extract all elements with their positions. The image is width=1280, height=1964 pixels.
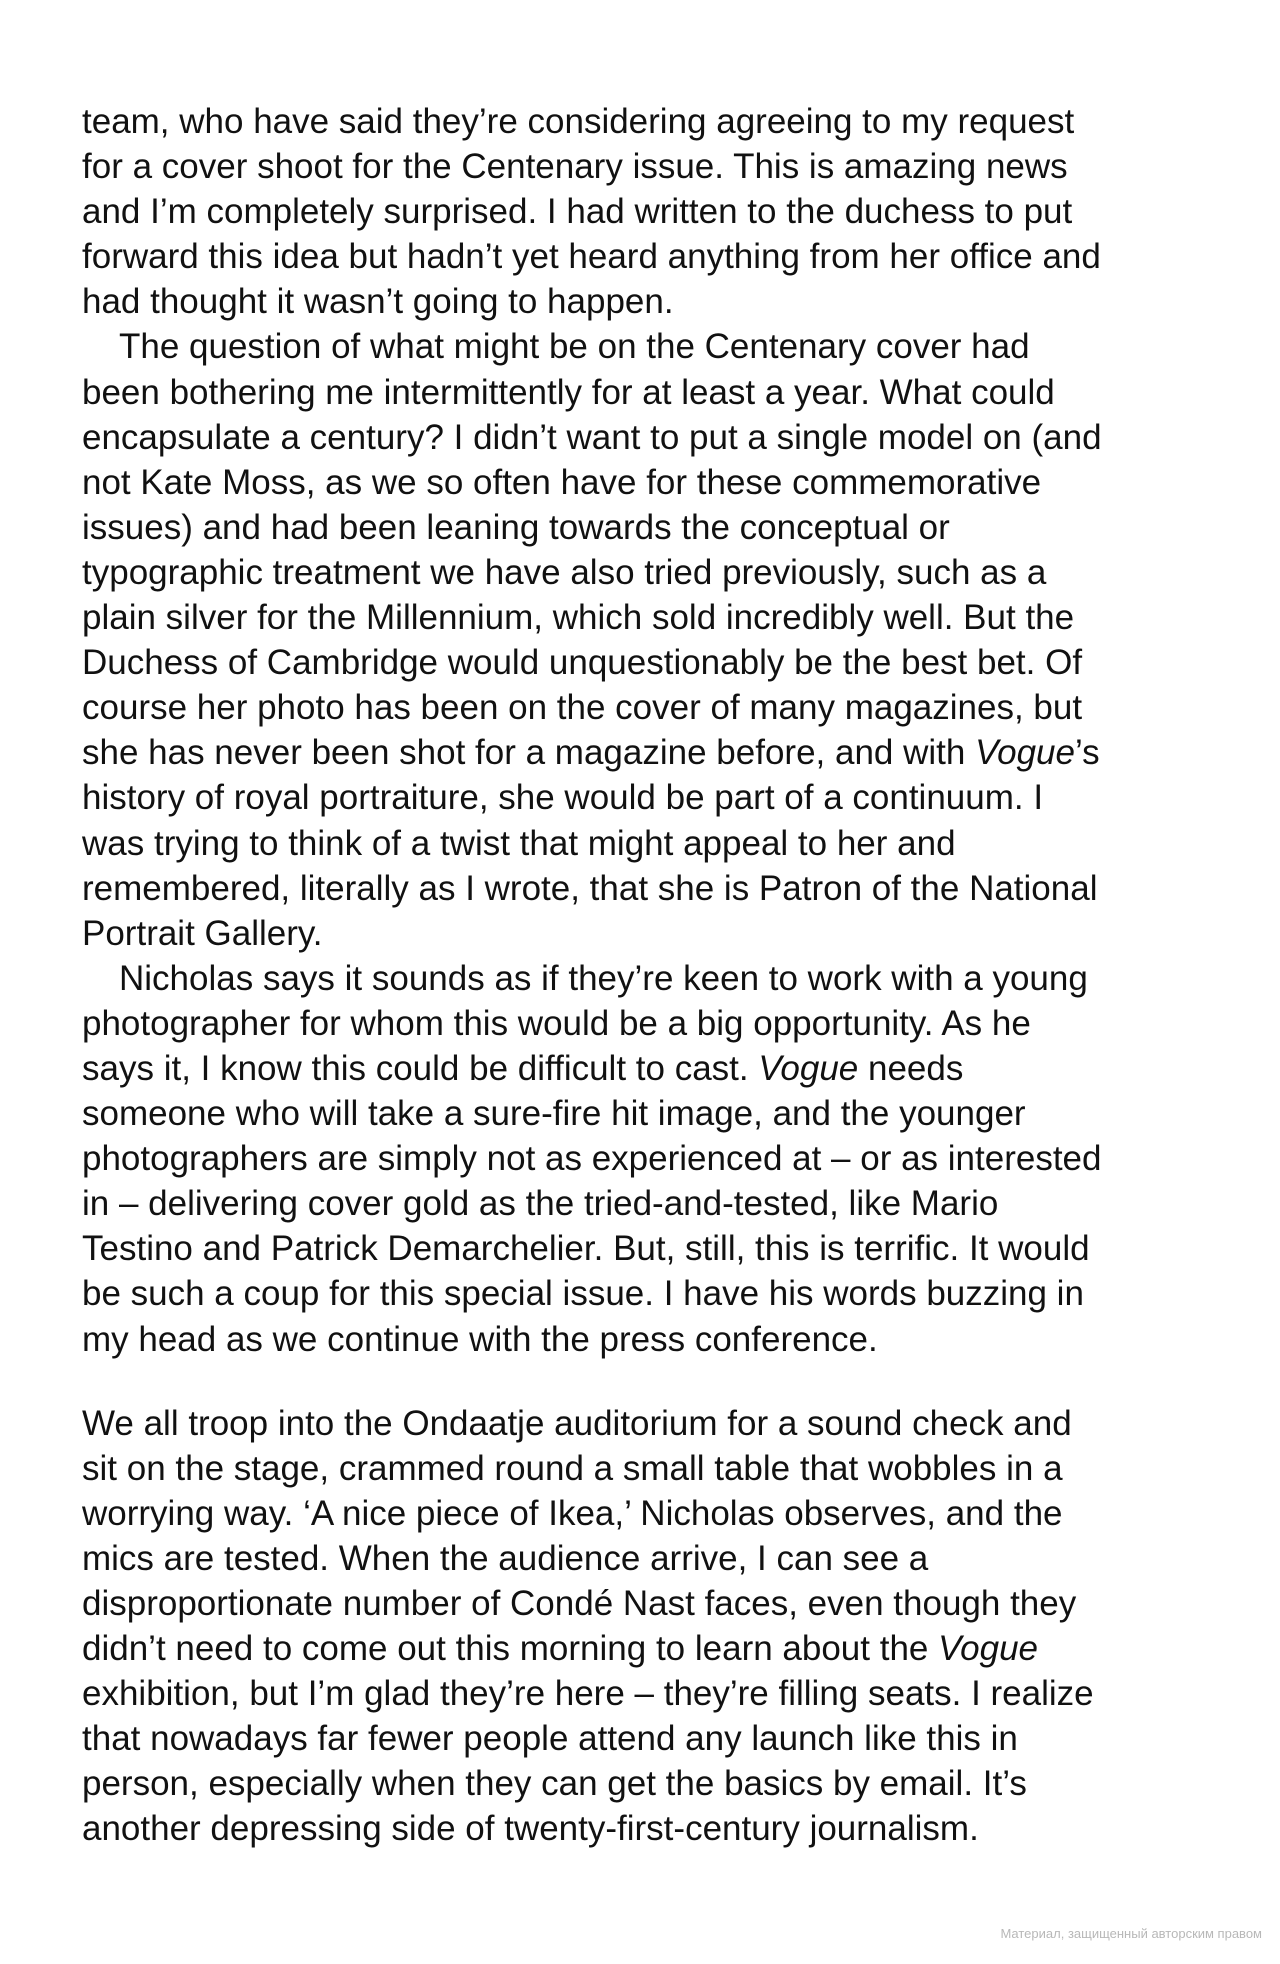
- text-line: [82, 1716, 1262, 1761]
- text-line: [82, 1181, 1262, 1226]
- text-line: [82, 956, 1262, 1001]
- text-run: another depressing side of twenty-first-century journalism.: [82, 1809, 979, 1849]
- text-line: [82, 505, 1262, 550]
- text-run: and I’m completely surprised. I had written to the duchess to put: [82, 192, 1073, 232]
- text-run: The question of what might be on the Centenary cover had: [119, 327, 1030, 367]
- text-run: be such a coup for this special issue. I have his words buzzing in: [82, 1274, 1084, 1314]
- text-section: [82, 1401, 1262, 1852]
- text-line: [82, 1091, 1262, 1136]
- text-line: [82, 1446, 1262, 1491]
- text-run: Nicholas says it sounds as if they’re keen to work with a young: [119, 958, 1088, 998]
- text-run: issues) and had been leaning towards the conceptual or: [82, 507, 950, 547]
- copyright-watermark: Материал, защищенный авторским правом: [1000, 1926, 1262, 1941]
- text-line: [82, 279, 1262, 324]
- text-line: [82, 1536, 1262, 1581]
- text-run: plain silver for the Millennium, which sold incredibly well. But the: [82, 598, 1075, 638]
- text-line: [82, 866, 1262, 911]
- text-run: encapsulate a century? I didn’t want to put a single model on (and: [82, 417, 1102, 457]
- text-line: [82, 595, 1262, 640]
- text-run: team, who have said they’re considering agreeing to my request: [82, 102, 1075, 141]
- text-run: Testino and Patrick Demarchelier. But, still, this is terrific. It would: [82, 1229, 1090, 1269]
- text-run: in – delivering cover gold as the tried-and-tested, like Mario: [82, 1184, 999, 1224]
- text-section: [82, 99, 1262, 1362]
- italic-text: Vogue: [758, 1048, 859, 1088]
- text-run: was trying to think of a twist that might appeal to her and: [82, 823, 956, 863]
- text-run: course her photo has been on the cover of many magazines, but: [82, 688, 1083, 728]
- text-line: [82, 1046, 1262, 1091]
- text-run: ’s: [1075, 733, 1100, 773]
- text-run: photographer for whom this would be a big opportunity. As he: [82, 1003, 1031, 1043]
- text-line: [82, 685, 1262, 730]
- text-run: mics are tested. When the audience arrive, I can see a: [82, 1538, 929, 1578]
- text-run: my head as we continue with the press conference.: [82, 1319, 878, 1359]
- text-line: [82, 1226, 1262, 1271]
- text-run: Duchess of Cambridge would unquestionably be the best bet. Of: [82, 643, 1083, 683]
- text-run: she has never been shot for a magazine before, and with: [82, 733, 976, 773]
- text-run: disproportionate number of Condé Nast faces, even though they: [82, 1584, 1077, 1623]
- text-line: [82, 775, 1262, 820]
- text-run: history of royal portraiture, she would be part of a continuum. I: [82, 778, 1044, 818]
- text-line: [82, 324, 1262, 369]
- text-line: [82, 460, 1262, 505]
- text-run: exhibition, but I’m glad they’re here – they’re filling seats. I realize: [82, 1674, 1094, 1714]
- text-line: [82, 1671, 1262, 1716]
- text-line: [82, 550, 1262, 595]
- text-line: [82, 99, 1262, 144]
- text-run: had thought it wasn’t going to happen.: [82, 282, 674, 322]
- text-line: [82, 1271, 1262, 1316]
- text-line: [82, 189, 1262, 234]
- text-line: [82, 1491, 1262, 1536]
- text-line: [82, 1806, 1262, 1851]
- text-line: [82, 1001, 1262, 1046]
- text-line: [82, 1136, 1262, 1181]
- text-line: [82, 730, 1262, 775]
- text-run: been bothering me intermittently for at least a year. What could: [82, 372, 1055, 412]
- text-run: remembered, literally as I wrote, that she is Patron of the National: [82, 868, 1098, 908]
- text-run: that nowadays far fewer people attend any launch like this in: [82, 1719, 1018, 1759]
- text-line: [82, 370, 1262, 415]
- text-run: worrying way. ‘A nice piece of Ikea,’ Nicholas observes, and the: [82, 1493, 1063, 1533]
- text-line: [82, 1761, 1262, 1806]
- text-line: [82, 1626, 1262, 1671]
- text-run: sit on the stage, crammed round a small table that wobbles in a: [82, 1448, 1063, 1488]
- text-run: someone who will take a sure-fire hit image, and the younger: [82, 1094, 1026, 1134]
- text-run: photographers are simply not as experienced at – or as interested: [82, 1139, 1102, 1179]
- text-line: [82, 1401, 1262, 1446]
- text-run: person, especially when they can get the basics by email. It’s: [82, 1764, 1027, 1804]
- text-line: [82, 911, 1262, 956]
- italic-text: Vogue: [938, 1629, 1039, 1669]
- text-line: [82, 144, 1262, 189]
- text-line: [82, 234, 1262, 279]
- document-body: [82, 99, 1262, 1852]
- text-run: for a cover shoot for the Centenary issue. This is amazing news: [82, 147, 1068, 187]
- italic-text: Vogue: [975, 733, 1075, 773]
- text-line: [82, 640, 1262, 685]
- text-line: [82, 1581, 1262, 1626]
- text-run: not Kate Moss, as we so often have for these commemorative: [82, 462, 1042, 502]
- text-line: [82, 1317, 1262, 1362]
- text-run: needs: [858, 1048, 964, 1088]
- text-run: forward this idea but hadn’t yet heard anything from her office and: [82, 237, 1101, 277]
- text-run: We all troop into the Ondaatje auditorium for a sound check and: [82, 1403, 1072, 1443]
- text-run: says it, I know this could be difficult to cast.: [82, 1048, 759, 1088]
- text-run: typographic treatment we have also tried previously, such as a: [82, 552, 1047, 592]
- text-line: [82, 821, 1262, 866]
- text-line: [82, 415, 1262, 460]
- text-run: Portrait Gallery.: [82, 913, 323, 953]
- text-run: didn’t need to come out this morning to learn about the: [82, 1629, 939, 1669]
